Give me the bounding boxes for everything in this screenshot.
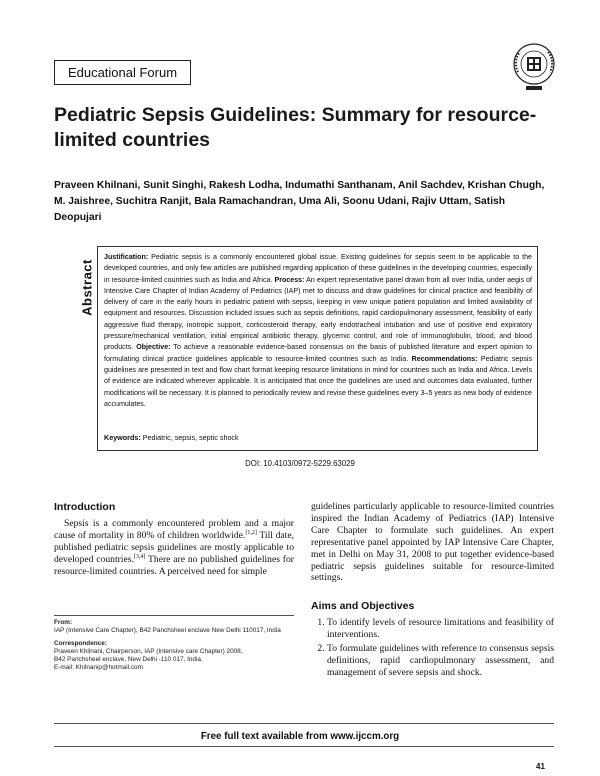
intro-text-b: Till date, published pediatric sepsis guidelines are mostly applicable to developed countries. bbox=[54, 529, 294, 565]
citation-1: [1,2] bbox=[245, 529, 257, 536]
corr-line-1: Praveen Khilnani, Chairperson, IAP (Intensive care Chapter) 2008, bbox=[54, 647, 243, 655]
aims-item: 2. To formulate guidelines with reference to consensus sepsis definitions, rapid cardiopulmonary assessment, and management of severe sepsis and shock. bbox=[327, 643, 554, 679]
free-full-text-notice: Free full text available from www.ijccm.org bbox=[200, 731, 400, 742]
citation-2: [3,4] bbox=[133, 553, 146, 560]
aims-heading: Aims and Objectives bbox=[311, 600, 415, 612]
recommendations-text: Pediatric sepsis guidelines are presented in text and flow chart format keeping resource limitations in mind for countries such as India and Africa. Levels of evidence are indicated wherever applicable. It is anticipated that once the guidelines are used and outcomes data evaluated, further modifications will be necessary. It is planned to periodically review and revise these guidelines every 3–5 years as new body of evidence accumulates. bbox=[104, 354, 532, 408]
author-list: Praveen Khilnani, Sunit Singhi, Rakesh Lodha, Indumathi Santhanam, Anil Sachdev, Krishan Chugh, M. Jaishree, Suchitra Ranjit, Bala Ramachandran, Uma Ali, Soonu Udani, Rajiv Uttam, Satish Deopujari bbox=[54, 180, 545, 223]
footer-rule-top bbox=[54, 723, 554, 724]
from-text: IAP (Intensive Care Chapter), B42 Panchsheel enclave New Delhi 110017, India bbox=[54, 627, 281, 635]
intro-paragraph-1 bbox=[54, 518, 294, 578]
from-head: From: bbox=[54, 619, 73, 626]
page-number: 41 bbox=[536, 762, 545, 771]
aims-item: 1. To identify levels of resource limitations and feasibility of interventions. bbox=[327, 617, 554, 641]
article-title: Pediatric Sepsis Guidelines: Summary for resource-limited countries bbox=[54, 104, 537, 151]
keywords-head: Keywords: bbox=[104, 433, 141, 442]
recommendations-head: Recommendations: bbox=[411, 354, 478, 363]
abstract-label: Abstract bbox=[79, 259, 95, 316]
affiliation-footnote bbox=[54, 619, 294, 673]
justification-head: Justification: bbox=[104, 253, 149, 261]
corr-line-3: E-mail: Khilnanip@hotmail.com bbox=[54, 664, 143, 672]
objective-head: Objective: bbox=[136, 343, 171, 352]
doi: DOI: 10.4103/0972-5229.63029 bbox=[245, 459, 355, 468]
footnote-rule bbox=[54, 615, 294, 616]
justification-text: Pediatric sepsis is a commonly encountered global issue. Existing guidelines for sepsis seem to be applicable to the developed countries, and only few articles are published regarding application of these guidelines in the developing countries, especially in resource-limited countries such as India and Africa. bbox=[104, 253, 532, 284]
abstract-body bbox=[104, 252, 532, 410]
process-text: An expert representative panel drawn from all over India, under aegis of Intensive Care Chapter of Indian Academy of Pediatrics (IAP) met to discuss and draw guidelines for clinical practice and feasibility of delivery of care in the early hours in pediatric patient with sepsis, keeping in view unique patient population and limited availability of equipment and resources. Discussion included issues such as sepsis definitions, rapid cardiopulmonary assessment, feasibility of early aggressive fluid therapy, inotropic support, corticosteroid therapy, early endotracheal intubation and use of positive end expiratory pressure/mechanical ventilation, initial empirical antibiotic therapy, glycemic control, and role of immunoglobulin, blood, and blood products. bbox=[104, 275, 532, 352]
intro-heading: Introduction bbox=[54, 501, 116, 513]
intro-text-a: Sepsis is a commonly encountered problem and a major cause of mortality in 80% of children worldwide. bbox=[54, 518, 294, 541]
corr-line-2: B42 Panchsheel enclave, New Delhi -110 017, India. bbox=[54, 656, 203, 664]
intro-paragraph-2: guidelines particularly applicable to resource-limited countries inspired the Indian Academy of Pediatrics (IAP) Intensive Care Chapter to formulate such guidelines. An expert representative panel appointed by IAP Intensive Care Chapter, met in Delhi on May 31, 2008 to put together evidence-based pediatric sepsis guidelines suitable for resource-limited settings. bbox=[311, 501, 554, 584]
aims-list bbox=[311, 617, 554, 681]
process-head: Process: bbox=[274, 275, 305, 284]
intro-text-c: There are no published guidelines for resource-limited countries. A perceived need for simple bbox=[54, 553, 294, 577]
objective-text: To achieve a reasonable evidence-based consensus on the basis of published literature and expert opinion to formulating clinical practice guidelines applicable to resource-limited countries such as India. bbox=[104, 343, 533, 363]
keywords-text: Pediatric, sepsis, septic shock bbox=[142, 433, 239, 442]
keywords bbox=[104, 433, 532, 442]
society-logo bbox=[512, 42, 556, 94]
corr-head: Correspondence: bbox=[54, 639, 107, 647]
footer-rule-bottom bbox=[54, 746, 554, 747]
abstract-side-label bbox=[74, 246, 96, 336]
section-label: Educational Forum bbox=[54, 60, 191, 85]
